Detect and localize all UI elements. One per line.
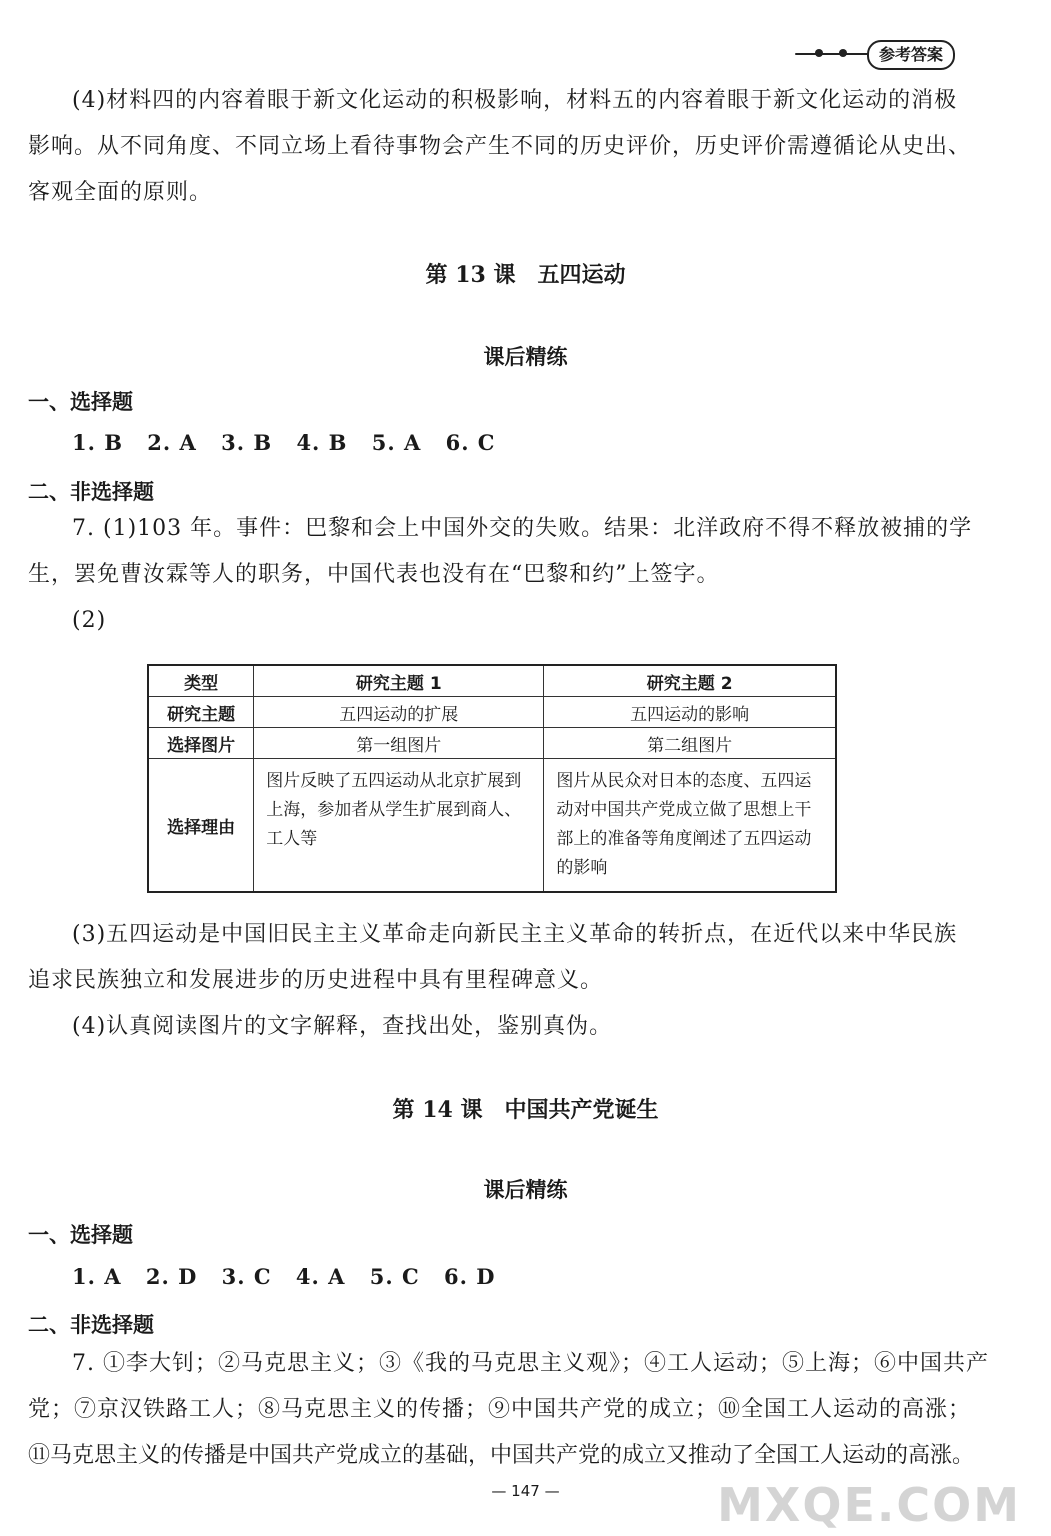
- lesson-14-title: 第 14 课 中国共产党诞生: [392, 1097, 659, 1123]
- lesson-13-title: 第 13 课 五四运动: [425, 262, 626, 288]
- table-cell: 图片反映了五四运动从北京扩展到上海，参加者从学生扩展到商人、工人等: [254, 759, 544, 893]
- table-cell: 五四运动的影响: [544, 697, 836, 728]
- table-row: [148, 759, 836, 893]
- table-row: [148, 728, 836, 759]
- intro-line-2: 影响。从不同角度、不同立场上看待事物会产生不同的历史评价，历史评价需遵循论从史出、: [28, 134, 972, 159]
- answer-item: 4. A: [295, 1264, 346, 1289]
- table-header-row: [148, 665, 836, 697]
- answer-item: 6. D: [443, 1264, 496, 1289]
- table-header-cell: 研究主题 2: [544, 665, 836, 697]
- table-row-label: 选择理由: [148, 759, 254, 893]
- answer-item: 5. A: [371, 430, 422, 455]
- page-number: — 147 —: [491, 1482, 560, 1500]
- table-cell: 第二组图片: [544, 728, 836, 759]
- intro-line-3: 客观全面的原则。: [28, 180, 213, 205]
- table-row-label: 选择图片: [148, 728, 254, 759]
- watermark: MXQE.COM: [717, 1478, 1021, 1532]
- lesson-14-choice-heading: 一、选择题: [28, 1222, 133, 1247]
- table-row: [148, 697, 836, 728]
- answer-item: 3. C: [221, 1264, 272, 1289]
- intro-line-1: (4)材料四的内容着眼于新文化运动的积极影响，材料五的内容着眼于新文化运动的消极: [72, 88, 958, 113]
- lesson-13-q7-part3-line-2: 追求民族独立和发展进步的历史进程中具有里程碑意义。: [28, 968, 604, 993]
- answer-item: 3. B: [221, 430, 273, 455]
- lesson-13-q7-part3-line-1: (3)五四运动是中国旧民主主义革命走向新民主主义革命的转折点，在近代以来中华民族: [72, 922, 958, 947]
- answer-item: 5. C: [369, 1264, 420, 1289]
- answer-item: 1. B: [72, 430, 123, 455]
- answer-item: 4. B: [296, 430, 348, 455]
- lesson-13-choice-answers: [72, 430, 512, 455]
- answer-item: 6. C: [445, 430, 496, 455]
- lesson-14-q7-line-2: 党；⑦京汉铁路工人；⑧马克思主义的传播；⑨中国共产党的成立；⑩全国工人运动的高涨；: [28, 1397, 972, 1422]
- lesson-14-q7-line-1: 7. ①李大钊；②马克思主义；③《我的马克思主义观》；④工人运动；⑤上海；⑥中国共产: [72, 1351, 989, 1376]
- lesson-13-nonchoice-heading: 二、非选择题: [28, 479, 154, 504]
- lesson-13-q7-line-2: 生，罢免曹汝霖等人的职务，中国代表也没有在“巴黎和约”上签字。: [28, 562, 720, 587]
- lesson-13-subtitle: 课后精练: [483, 344, 568, 369]
- answer-key-badge: [795, 40, 955, 68]
- lesson-13-q7-line-1: 7. (1)103 年。事件：巴黎和会上中国外交的失败。结果：北洋政府不得不释放被捕的学: [72, 516, 973, 541]
- answer-item: 1. A: [72, 1264, 122, 1289]
- table-cell: 第一组图片: [254, 728, 544, 759]
- lesson-14-subtitle: 课后精练: [483, 1177, 568, 1202]
- lesson-14-q7-line-3: ⑪马克思主义的传播是中国共产党成立的基础，中国共产党的成立又推动了全国工人运动的高涨。: [28, 1443, 975, 1468]
- table-header-cell: 类型: [148, 665, 254, 697]
- table-cell: 五四运动的扩展: [254, 697, 544, 728]
- lesson-14-choice-answers: [72, 1264, 511, 1289]
- table-row-label: 研究主题: [148, 697, 254, 728]
- research-topic-table: [147, 664, 837, 893]
- answer-item: 2. D: [145, 1264, 198, 1289]
- table-header-cell: 研究主题 1: [254, 665, 544, 697]
- lesson-13-q7-part2: (2): [72, 608, 107, 633]
- table-cell: 图片从民众对日本的态度、五四运动对中国共产党成立做了思想上干部上的准备等角度阐述了五四运动的影响: [544, 759, 836, 893]
- lesson-13-choice-heading: 一、选择题: [28, 389, 133, 414]
- badge-label: 参考答案: [867, 40, 955, 70]
- lesson-14-nonchoice-heading: 二、非选择题: [28, 1312, 154, 1337]
- lesson-13-q7-part4: (4)认真阅读图片的文字解释，查找出处，鉴别真伪。: [72, 1014, 613, 1039]
- answer-item: 2. A: [147, 430, 197, 455]
